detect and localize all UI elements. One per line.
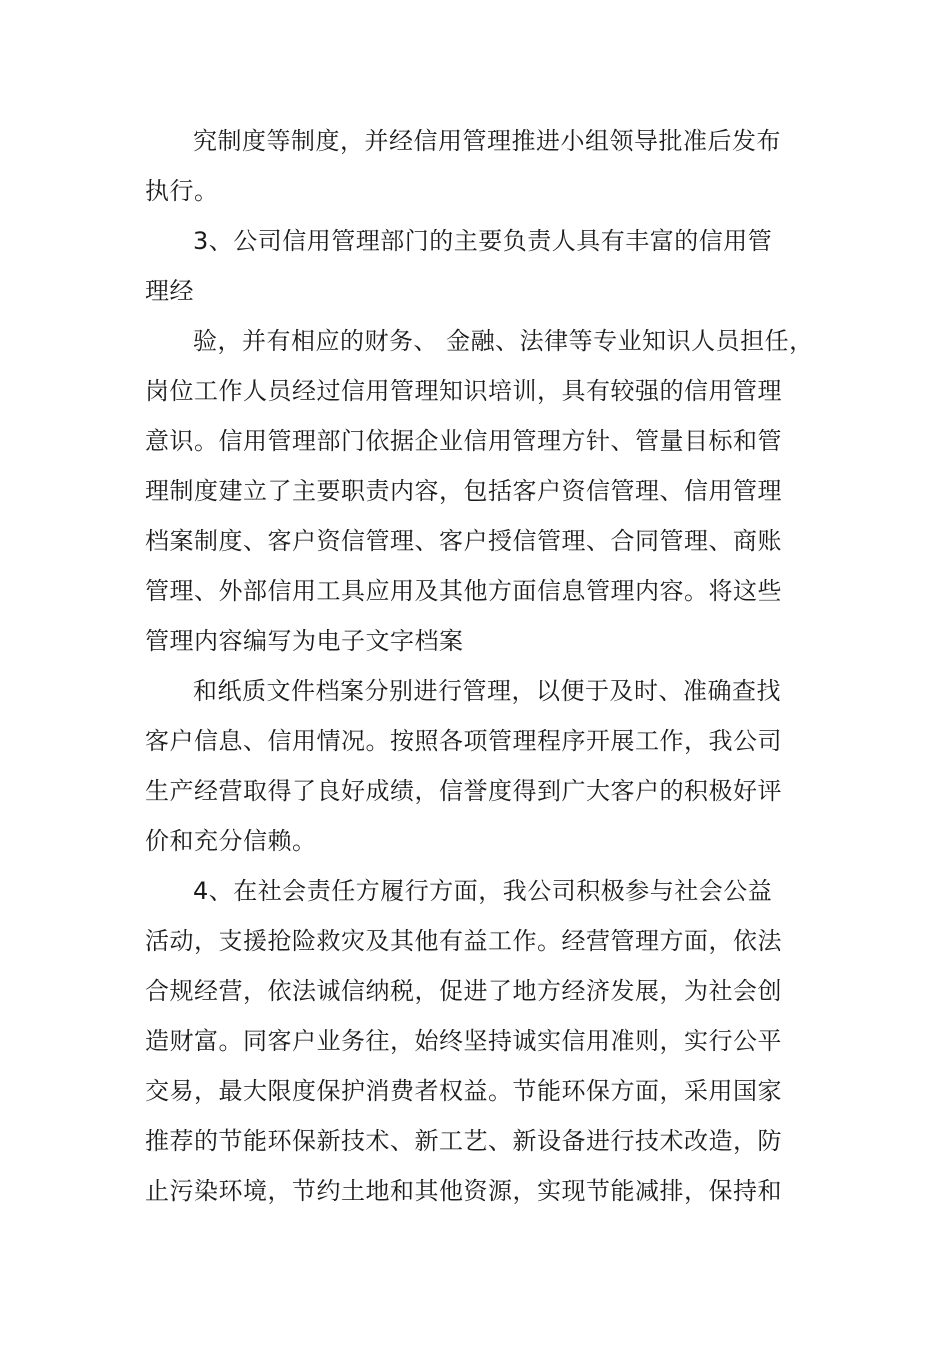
text-line: 和纸质文件档案分别进行管理，以便于及时、准确查找 [193, 677, 781, 705]
text-line: 合规经营，依法诚信纳税，促进了地方经济发展，为社会创 [145, 977, 782, 1005]
text-line: 交易，最大限度保护消费者权益。节能环保方面，采用国家 [145, 1077, 782, 1105]
text-line: 造财富。同客户业务往，始终坚持诚实信用准则，实行公平 [145, 1027, 782, 1055]
text-line: 档案制度、客户资信管理、客户授信管理、合同管理、商账 [145, 527, 782, 555]
text-line: 3、公司信用管理部门的主要负责人具有丰富的信用管 [193, 227, 773, 255]
text-line: 4、在社会责任方履行方面，我公司积极参与社会公益 [193, 877, 773, 905]
text-line: 理经 [145, 277, 194, 305]
text-line: 生产经营取得了良好成绩，信誉度得到广大客户的积极好评 [145, 777, 782, 805]
text-line: 理制度建立了主要职责内容，包括客户资信管理、信用管理 [145, 477, 782, 505]
text-line: 客户信息、信用情况。按照各项管理程序开展工作，我公司 [145, 727, 782, 755]
text-line: 管理、外部信用工具应用及其他方面信息管理内容。将这些 [145, 577, 782, 605]
text-line: 究制度等制度，并经信用管理推进小组领导批准后发布 [193, 127, 781, 155]
text-line: 验，并有相应的财务、 金融、法律等专业知识人员担任， [193, 327, 814, 355]
text-line: 止污染环境，节约土地和其他资源，实现节能减排，保持和 [145, 1177, 782, 1205]
text-line: 执行。 [145, 177, 219, 205]
text-line: 推荐的节能环保新技术、新工艺、新设备进行技术改造，防 [145, 1127, 782, 1155]
text-line: 意识。信用管理部门依据企业信用管理方针、管量目标和管 [145, 427, 782, 455]
text-line: 岗位工作人员经过信用管理知识培训，具有较强的信用管理 [145, 377, 782, 405]
text-line: 价和充分信赖。 [145, 827, 317, 855]
text-line: 活动，支援抢险救灾及其他有益工作。经营管理方面，依法 [145, 927, 782, 955]
text-line: 管理内容编写为电子文字档案 [145, 627, 464, 655]
